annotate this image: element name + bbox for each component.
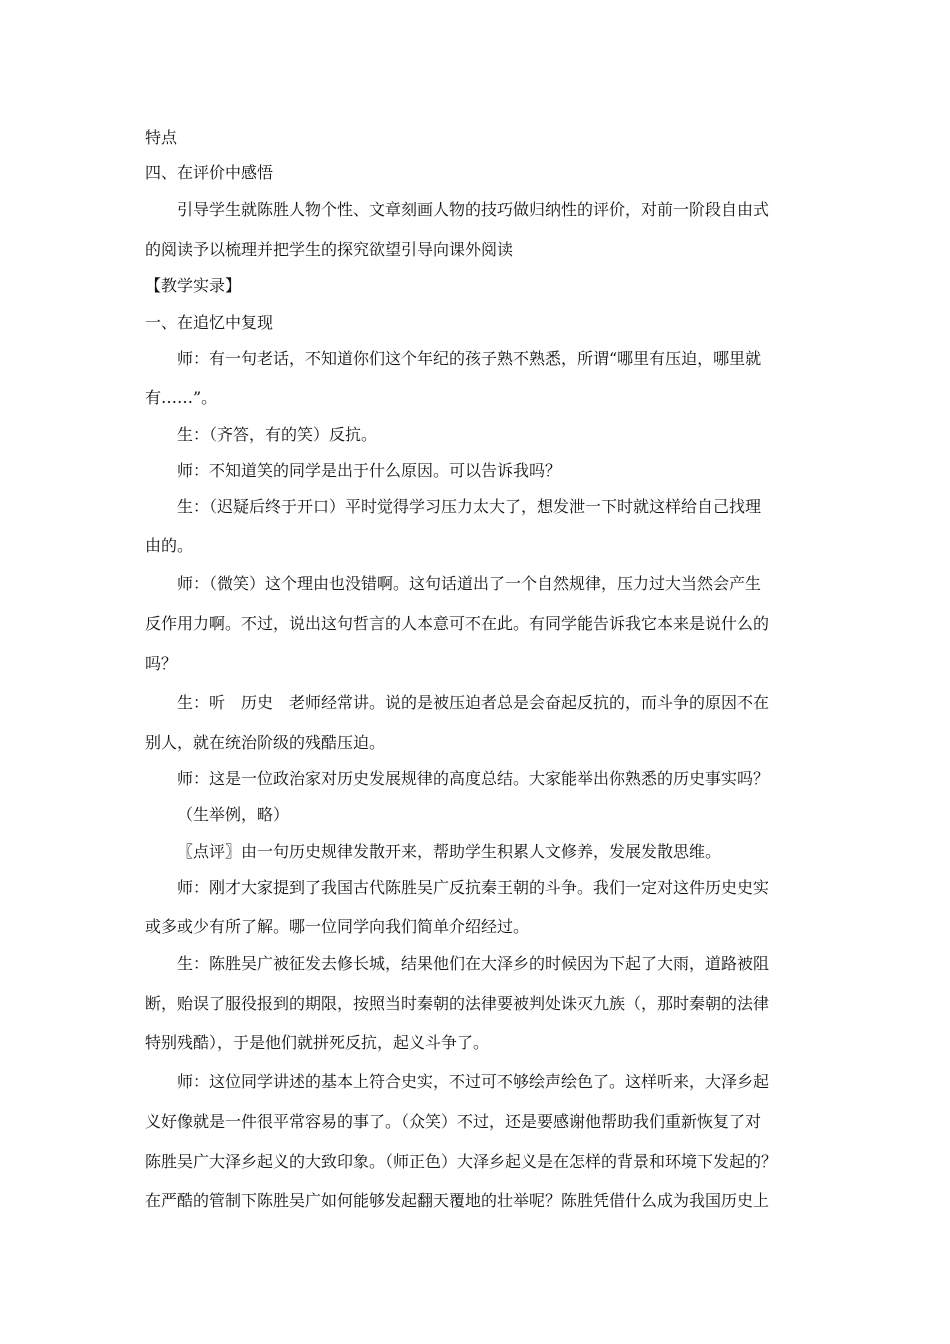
text-line: 别人，就在统治阶级的残酷压迫。 <box>145 733 386 752</box>
section-heading: 【教学实录】 <box>145 276 242 295</box>
section-heading: 一、在追忆中复现 <box>145 313 274 332</box>
text-line: 师：有一句老话，不知道你们这个年纪的孩子熟不熟悉，所谓“哪里有压迫，哪里就 <box>177 349 762 368</box>
text-line: 生：（齐答，有的笑）反抗。 <box>177 425 378 444</box>
text-line: 义好像就是一件很平常容易的事了。（众笑）不过，还是要感谢他帮助我们重新恢复了对 <box>145 1112 762 1131</box>
text-line: 有……”。 <box>145 388 218 407</box>
text-line: 特别残酷），于是他们就拼死反抗，起义斗争了。 <box>145 1033 490 1052</box>
text-line: 吗？ <box>145 654 178 673</box>
text-line: 师：（微笑）这个理由也没错啊。这句话道出了一个自然规律，压力过大当然会产生 <box>177 574 762 593</box>
text-line: 特点 <box>145 128 178 147</box>
text-line: 生：陈胜吴广被征发去修长城，结果他们在大泽乡的时候因为下起了大雨，道路被阻 <box>177 954 770 973</box>
text-line: 师：不知道笑的同学是出于什么原因。可以告诉我吗？ <box>177 461 562 480</box>
text-line: 引导学生就陈胜人物个性、文章刻画人物的技巧做归纳性的评价，对前一阶段自由式 <box>177 200 770 219</box>
text-line: 生：听 历史 老师经常讲。说的是被压迫者总是会奋起反抗的，而斗争的原因不在 <box>177 693 770 712</box>
text-line: 生：（迟疑后终于开口）平时觉得学习压力太大了，想发泄一下时就这样给自己找理 <box>177 497 762 516</box>
text-line: 或多或少有所了解。哪一位同学向我们简单介绍经过。 <box>145 917 530 936</box>
text-line: 反作用力啊。不过，说出这句哲言的人本意可不在此。有同学能告诉我它本来是说什么的 <box>145 614 770 633</box>
comment-line: 〖点评〗由一句历史规律发散开来，帮助学生积累人文修养，发展发散思维。 <box>177 842 722 861</box>
text-line: 师：这位同学讲述的基本上符合史实，不过可不够绘声绘色了。这样听来，大泽乡起 <box>177 1072 770 1091</box>
section-heading: 四、在评价中感悟 <box>145 163 274 182</box>
text-line: （生举例，略） <box>177 805 290 824</box>
text-line: 的阅读予以梳理并把学生的探究欲望引导向课外阅读 <box>145 240 514 259</box>
text-line: 在严酷的管制下陈胜吴广如何能够发起翻天覆地的壮举呢？陈胜凭借什么成为我国历史上 <box>145 1191 770 1210</box>
text-line: 由的。 <box>145 536 194 555</box>
text-line: 师：这是一位政治家对历史发展规律的高度总结。大家能举出你熟悉的历史事实吗？ <box>177 769 770 788</box>
text-line: 断，贻误了服役报到的期限，按照当时秦朝的法律要被判处诛灭九族（，那时秦朝的法律 <box>145 994 770 1013</box>
text-line: 陈胜吴广大泽乡起义的大致印象。（师正色）大泽乡起义是在怎样的背景和环境下发起的？ <box>145 1152 778 1171</box>
text-line: 师：刚才大家提到了我国古代陈胜吴广反抗秦王朝的斗争。我们一定对这件历史史实 <box>177 878 770 897</box>
